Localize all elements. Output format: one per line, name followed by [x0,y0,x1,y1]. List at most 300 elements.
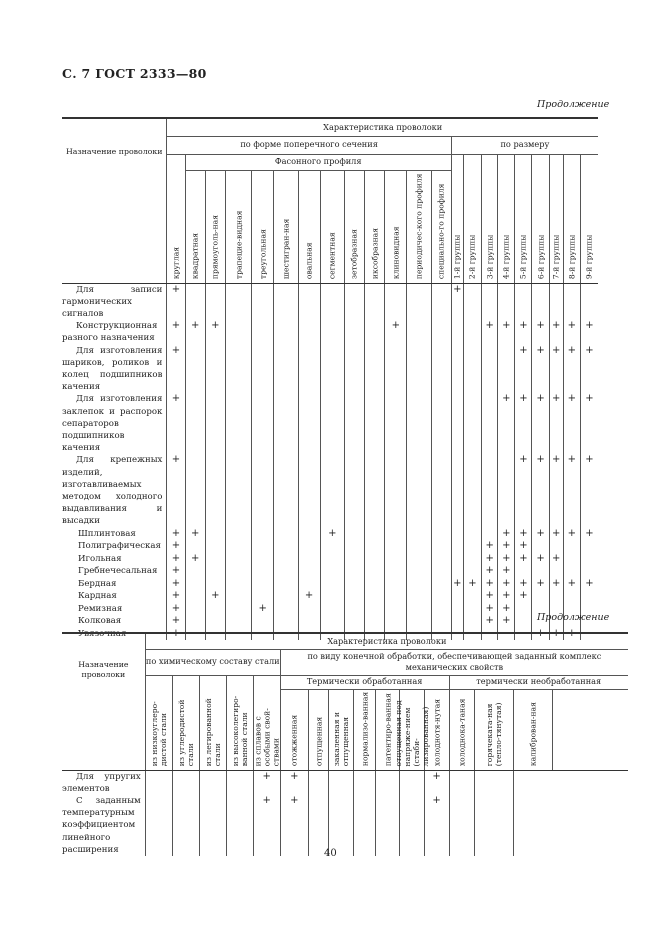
table-cell [225,578,251,591]
table-cell [226,770,253,795]
table-cell: + [167,578,185,591]
table-cell [431,283,451,320]
table-row [62,603,598,616]
table-cell [344,454,364,527]
table-cell: + [563,320,580,344]
row-label: Ремизная [78,603,123,614]
table-cell [365,540,385,553]
col-header: 4-й группы [498,154,515,283]
table-cell: + [252,603,274,616]
table-cell [252,553,274,566]
table-cell [298,454,320,527]
table-cell [172,795,199,856]
table-cell [385,615,407,628]
table-cell: + [515,590,532,603]
table-cell: + [532,454,549,527]
table-row [62,393,598,454]
row-label: Конструкционная разного назначения [62,321,158,344]
table-cell [431,454,451,527]
table-cell [185,540,205,553]
table-cell [563,553,580,566]
table-cell [515,615,532,628]
table-cell [365,320,385,344]
table-cell [451,320,463,344]
table-row [62,590,598,603]
row-label: Для изготовления шариков, роликов и колец подшипников качения [62,345,163,393]
table-cell [225,590,251,603]
table-cell [385,553,407,566]
table-cell: + [580,345,598,394]
table-cell: + [498,540,515,553]
table-cell [320,454,344,527]
col-header: 5-й группы [515,154,532,283]
table-cell: + [453,577,462,589]
table-row [62,553,598,566]
table-cell: + [185,320,205,344]
table-row [62,615,598,628]
table-cell: + [482,540,498,553]
table-cell [451,528,463,541]
table-cell [252,615,274,628]
table-cell [145,770,172,795]
table-cell [320,553,344,566]
table-cell: + [563,345,580,394]
table-cell [298,565,320,578]
table-cell [320,320,344,344]
table-cell: + [580,578,598,591]
col-header: калиброван-ная [513,689,552,770]
row-label: Для изготовления заклепок и распорок сепараторов подшипников качения [62,394,163,454]
table-cell [498,454,515,527]
table-cell [225,565,251,578]
table-cell [451,345,463,394]
row-label: Колковая [78,616,122,627]
table-cell [252,590,274,603]
table-cell [320,603,344,616]
table-cell [320,578,344,591]
table-cell [407,320,431,344]
by-size-header: по размеру [451,136,598,154]
table-cell: + [167,345,185,394]
table-cell: + [580,393,598,454]
table-cell [298,540,320,553]
table-cell [451,590,463,603]
table-cell: + [563,393,580,454]
table-cell [274,615,298,628]
table-cell [226,795,253,856]
col-header: 7-й группы [549,154,563,283]
table-cell: + [515,393,532,454]
table-cell [549,283,563,320]
continuation-label: Продолжение [537,99,610,110]
table-cell [205,393,225,454]
col-header: из низкоуглеро-дистой стали [145,675,172,770]
table-cell: + [549,393,563,454]
thermo-header: Термически обработанная [280,675,449,689]
table-cell [451,393,463,454]
table-cell: + [167,528,185,541]
table-cell [185,283,205,320]
table-cell [225,345,251,394]
table-cell: + [167,393,185,454]
table-cell [431,578,451,591]
table-cell [320,540,344,553]
table-cell: + [532,345,549,394]
table-cell [344,603,364,616]
table-cell: + [498,565,515,578]
table-cell [376,770,400,795]
table-row [62,540,598,553]
table-cell [320,565,344,578]
table-cell [400,770,425,795]
table-cell [475,770,513,795]
col-header: отожженная [280,689,308,770]
col-header: зетобразная [344,170,364,283]
table-row [62,345,598,394]
table-cell [563,565,580,578]
table-cell [365,578,385,591]
table-cell [407,393,431,454]
table-cell [407,540,431,553]
table-cell: + [549,320,563,344]
table-cell: + [515,454,532,527]
table-cell: + [515,320,532,344]
table-cell: + [167,454,185,527]
table-row [62,565,598,578]
table-cell: + [515,345,532,394]
table-cell: + [167,590,185,603]
table-cell [580,565,598,578]
table-cell [482,345,498,394]
table-cell [252,283,274,320]
table-cell [365,590,385,603]
table-cell [365,553,385,566]
table-cell [431,345,451,394]
table-cell [365,615,385,628]
table-cell: + [498,615,515,628]
table-cell: + [167,283,185,320]
table-cell: + [482,565,498,578]
row-label: Для упругих элементов [62,771,141,794]
col-header: икcобразная [365,170,385,283]
table-cell: + [549,528,563,541]
col-header: нормализо-ванная [353,689,376,770]
col-header: из высоколегиро-ванной стали [226,675,253,770]
table-cell [353,795,376,856]
table-cell [225,540,251,553]
row-label: Для записи гармонических сигналов [62,284,163,319]
table-cell [385,345,407,394]
table-row [62,578,598,591]
table-cell [365,393,385,454]
table-cell [463,565,481,578]
table-cell [252,565,274,578]
table-cell [563,283,580,320]
shaped-profile-header: Фасонного профиля [185,154,451,170]
col-header: 3-й группы [482,154,498,283]
table-cell [205,615,225,628]
table-cell [320,393,344,454]
col-header: 2-й группы [463,154,481,283]
non-thermo-header: термически необработанная [449,675,628,689]
table-cell [225,528,251,541]
table-cell [580,553,598,566]
table-cell [320,615,344,628]
table-cell: + [253,795,280,856]
col-header: закаленная и отпущенная [329,689,354,770]
table-cell [365,454,385,527]
table-cell: + [498,320,515,344]
col-header: квадратная [185,170,205,283]
table-cell [463,320,481,344]
table-row [62,528,598,541]
col-header: треугольная [252,170,274,283]
table-cell: + [424,770,449,795]
table-cell [463,553,481,566]
table-cell [365,528,385,541]
table-cell [298,345,320,394]
col-header: 8-й группы [563,154,580,283]
table-cell [451,603,463,616]
table-cell [308,770,328,795]
table-cell [274,320,298,344]
row-label: Кардная [78,591,117,602]
page-header: С. 7 ГОСТ 2333—80 [62,66,207,81]
table-cell [580,590,598,603]
table-cell: + [532,628,549,641]
col-header: 9-й группы [580,154,598,283]
table-cell [252,528,274,541]
table-cell: + [549,553,563,566]
table-cell [449,770,475,795]
col-header: холоднотя-нутая [424,689,449,770]
table-cell [225,553,251,566]
table-cell [365,603,385,616]
table-cell [274,283,298,320]
table-cell [563,540,580,553]
table-cell [199,795,226,856]
table-row [62,320,598,344]
table-cell [205,454,225,527]
table-cell [320,345,344,394]
table-cell [463,528,481,541]
table-cell [407,603,431,616]
table-cell: + [563,528,580,541]
table-cell [431,565,451,578]
purpose-header: Назначение проволоки [62,118,167,283]
table-cell [475,795,513,856]
table-cell [344,578,364,591]
table-cell: + [498,603,515,616]
table-cell [463,345,481,394]
table-cell [580,540,598,553]
table-cell [515,565,532,578]
table-cell [451,553,463,566]
table-cell [298,320,320,344]
table-cell: + [515,553,532,566]
table-cell: + [185,553,205,566]
col-header: сегментная [320,170,344,283]
table-cell [449,795,475,856]
table-cell [225,454,251,527]
table-cell [482,283,498,320]
table-cell [185,590,205,603]
table-cell: + [167,603,185,616]
table-cell: + [580,454,598,527]
col-header: прямоуголь-ная [205,170,225,283]
table-cell: + [167,615,185,628]
table-cell [185,578,205,591]
table-row [62,770,628,795]
table-cell: + [580,528,598,541]
table-cell [298,553,320,566]
table-cell [252,578,274,591]
by-final-header: по виду конечной обработки, обеспечивающей заданный комплекс механических свойств [280,649,628,675]
table-cell [274,565,298,578]
table-cell [431,553,451,566]
table-cell [274,528,298,541]
table-cell [431,540,451,553]
table-cell [205,565,225,578]
table-cell [463,540,481,553]
col-header: холоднока-таная [449,689,475,770]
wire-shape-size-table [62,117,598,640]
col-header: из сплавов с особыми свой-ствами [253,675,280,770]
table-cell: + [563,578,580,591]
col-header: клиновидная [385,170,407,283]
table-cell: + [320,528,344,541]
table-cell [431,393,451,454]
table-cell: + [167,565,185,578]
table-cell [482,393,498,454]
table-cell [225,603,251,616]
row-label: Бердная [78,578,117,589]
table-cell: + [515,528,532,541]
table-cell [451,565,463,578]
table-cell: + [298,590,320,603]
table-cell: + [563,628,580,641]
table-cell: + [580,320,598,344]
table-cell: + [498,393,515,454]
table-cell [385,283,407,320]
table-cell [532,283,549,320]
table-cell [205,603,225,616]
table-cell: + [549,345,563,394]
table-cell [376,795,400,856]
table-cell [407,345,431,394]
table-cell: + [532,320,549,344]
table-cell [515,283,532,320]
row-label: С заданным температурным коэффициентом линейного расширения [62,795,141,855]
table-cell: + [482,578,498,591]
table-cell: + [498,578,515,591]
row-label: Для крепежных изделий, изготавливаемых методом холодного выдавливания и высадки [62,455,163,527]
table-cell: + [185,528,205,541]
table-cell: + [549,454,563,527]
table-cell [463,590,481,603]
table-cell: + [280,795,308,856]
table-cell [344,590,364,603]
table-cell: + [498,590,515,603]
table-cell [549,540,563,553]
table-cell [344,565,364,578]
table-cell [320,283,344,320]
table-cell [274,393,298,454]
table-cell [400,795,425,856]
table-cell [385,454,407,527]
col-header: отпущенная [308,689,328,770]
table-cell [185,603,205,616]
table-cell [185,565,205,578]
table-cell [431,320,451,344]
table-cell [344,553,364,566]
table-cell: + [167,320,185,344]
col-header: из углеродистой стали [172,675,199,770]
table-cell [407,565,431,578]
table-cell [185,454,205,527]
table-cell [532,590,549,603]
table-cell [205,528,225,541]
col-header: овальная [298,170,320,283]
table-cell [549,565,563,578]
col-header: из легированной стали [199,675,226,770]
table-cell: + [451,283,463,320]
table-cell [274,578,298,591]
characteristic-header: Характеристика проволоки [145,633,628,649]
table-cell [252,320,274,344]
col-header: горячеката-ная (тепло-тянутая) [475,689,513,770]
table-cell [515,603,532,616]
col-header: круглая [167,154,185,283]
table-row [62,795,628,856]
table-cell [298,528,320,541]
table-cell [252,540,274,553]
table-cell [431,528,451,541]
table-cell: + [424,795,449,856]
table-cell [274,345,298,394]
table1-body [62,283,598,640]
table-cell [431,615,451,628]
table-cell [580,283,598,320]
table-cell [185,615,205,628]
row-label: Гребнечесальная [78,566,158,577]
table-cell [298,283,320,320]
by-chem-header: по химическому составу стали [145,649,280,675]
table-cell [205,553,225,566]
table-cell [274,603,298,616]
table-cell: + [549,578,563,591]
continuation-label: Продолжение [537,612,610,623]
table-cell [549,590,563,603]
table-cell [205,578,225,591]
table-cell: + [482,603,498,616]
page-number: 40 [324,848,337,859]
table-cell [385,603,407,616]
table-cell: + [515,540,532,553]
table-cell [385,528,407,541]
table-cell: + [482,320,498,344]
table-cell [407,528,431,541]
table-cell [385,578,407,591]
by-shape-header: по форме поперечного сечения [167,136,451,154]
table-cell [344,320,364,344]
table-cell: + [253,770,280,795]
table-cell [329,770,354,795]
table-cell: + [482,590,498,603]
table-cell [563,590,580,603]
col-header: патентиро-ванная [376,689,400,770]
table-cell [145,795,172,856]
